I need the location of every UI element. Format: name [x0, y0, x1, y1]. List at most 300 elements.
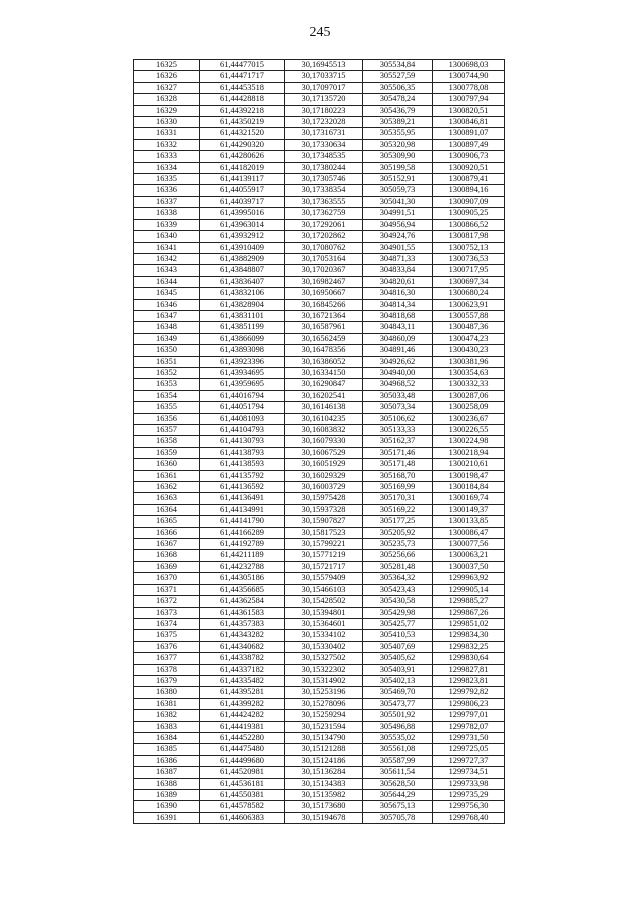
x-coordinate-cell: 304820,61	[363, 276, 433, 287]
y-coordinate-cell: 1299727,37	[433, 755, 505, 766]
longitude-cell: 30,15327502	[285, 653, 363, 664]
longitude-cell: 30,15278096	[285, 698, 363, 709]
table-row	[134, 698, 505, 709]
point-number-cell: 16341	[134, 242, 200, 253]
y-coordinate-cell: 1300744,90	[433, 71, 505, 82]
latitude-cell: 61,44335482	[200, 675, 285, 686]
latitude-cell: 61,44104793	[200, 425, 285, 436]
table-row	[134, 265, 505, 276]
y-coordinate-cell: 1300557,88	[433, 310, 505, 321]
table-row	[134, 253, 505, 264]
table-row	[134, 584, 505, 595]
longitude-cell: 30,16950667	[285, 288, 363, 299]
point-number-cell: 16378	[134, 664, 200, 675]
table-row	[134, 470, 505, 481]
latitude-cell: 61,44452280	[200, 732, 285, 743]
latitude-cell: 61,44305186	[200, 573, 285, 584]
latitude-cell: 61,43836407	[200, 276, 285, 287]
point-number-cell: 16345	[134, 288, 200, 299]
x-coordinate-cell: 305169,99	[363, 482, 433, 493]
y-coordinate-cell: 1300210,61	[433, 459, 505, 470]
table-row	[134, 721, 505, 732]
latitude-cell: 61,44578582	[200, 801, 285, 812]
latitude-cell: 61,44136592	[200, 482, 285, 493]
y-coordinate-cell: 1300354,63	[433, 367, 505, 378]
y-coordinate-cell: 1299885,27	[433, 596, 505, 607]
point-number-cell: 16372	[134, 596, 200, 607]
point-number-cell: 16384	[134, 732, 200, 743]
x-coordinate-cell: 305561,08	[363, 744, 433, 755]
x-coordinate-cell: 305473,77	[363, 698, 433, 709]
point-number-cell: 16366	[134, 527, 200, 538]
x-coordinate-cell: 305177,25	[363, 516, 433, 527]
point-number-cell: 16333	[134, 151, 200, 162]
point-number-cell: 16374	[134, 618, 200, 629]
latitude-cell: 61,44280626	[200, 151, 285, 162]
latitude-cell: 61,44453518	[200, 82, 285, 93]
table-row	[134, 573, 505, 584]
table-row	[134, 539, 505, 550]
longitude-cell: 30,16562459	[285, 333, 363, 344]
longitude-cell: 30,15334102	[285, 630, 363, 641]
y-coordinate-cell: 1300866,52	[433, 219, 505, 230]
x-coordinate-cell: 305407,69	[363, 641, 433, 652]
point-number-cell: 16351	[134, 356, 200, 367]
point-number-cell: 16350	[134, 345, 200, 356]
latitude-cell: 61,44136491	[200, 493, 285, 504]
point-number-cell: 16367	[134, 539, 200, 550]
table-row	[134, 413, 505, 424]
longitude-cell: 30,17363555	[285, 196, 363, 207]
y-coordinate-cell: 1299827,81	[433, 664, 505, 675]
x-coordinate-cell: 305199,58	[363, 162, 433, 173]
longitude-cell: 30,16202541	[285, 390, 363, 401]
point-number-cell: 16362	[134, 482, 200, 493]
x-coordinate-cell: 305389,21	[363, 117, 433, 128]
x-coordinate-cell: 305527,59	[363, 71, 433, 82]
table-row	[134, 550, 505, 561]
table-row	[134, 276, 505, 287]
y-coordinate-cell: 1300778,08	[433, 82, 505, 93]
table-row	[134, 675, 505, 686]
point-number-cell: 16339	[134, 219, 200, 230]
table-row	[134, 231, 505, 242]
latitude-cell: 61,44362584	[200, 596, 285, 607]
y-coordinate-cell: 1300817,98	[433, 231, 505, 242]
x-coordinate-cell: 305309,90	[363, 151, 433, 162]
latitude-cell: 61,43866099	[200, 333, 285, 344]
point-number-cell: 16340	[134, 231, 200, 242]
point-number-cell: 16357	[134, 425, 200, 436]
x-coordinate-cell: 305133,33	[363, 425, 433, 436]
x-coordinate-cell: 304814,34	[363, 299, 433, 310]
latitude-cell: 61,44141790	[200, 516, 285, 527]
latitude-cell: 61,44192789	[200, 539, 285, 550]
y-coordinate-cell: 1300797,94	[433, 94, 505, 105]
point-number-cell: 16370	[134, 573, 200, 584]
point-number-cell: 16371	[134, 584, 200, 595]
point-number-cell: 16352	[134, 367, 200, 378]
table-row	[134, 71, 505, 82]
longitude-cell: 30,15322302	[285, 664, 363, 675]
x-coordinate-cell: 305496,88	[363, 721, 433, 732]
table-row	[134, 333, 505, 344]
table-row	[134, 242, 505, 253]
latitude-cell: 61,44337182	[200, 664, 285, 675]
x-coordinate-cell: 305403,91	[363, 664, 433, 675]
y-coordinate-cell: 1300736,53	[433, 253, 505, 264]
longitude-cell: 30,15975428	[285, 493, 363, 504]
table-row	[134, 402, 505, 413]
point-number-cell: 16358	[134, 436, 200, 447]
table-row	[134, 139, 505, 150]
x-coordinate-cell: 305168,70	[363, 470, 433, 481]
longitude-cell: 30,17020367	[285, 265, 363, 276]
latitude-cell: 61,43882909	[200, 253, 285, 264]
x-coordinate-cell: 305405,62	[363, 653, 433, 664]
x-coordinate-cell: 305478,24	[363, 94, 433, 105]
point-number-cell: 16381	[134, 698, 200, 709]
y-coordinate-cell: 1299733,98	[433, 778, 505, 789]
longitude-cell: 30,15907827	[285, 516, 363, 527]
x-coordinate-cell: 305423,43	[363, 584, 433, 595]
table-row	[134, 105, 505, 116]
latitude-cell: 61,44520981	[200, 767, 285, 778]
point-number-cell: 16342	[134, 253, 200, 264]
point-number-cell: 16387	[134, 767, 200, 778]
x-coordinate-cell: 304926,62	[363, 356, 433, 367]
latitude-cell: 61,44166289	[200, 527, 285, 538]
table-row	[134, 516, 505, 527]
y-coordinate-cell: 1299830,64	[433, 653, 505, 664]
x-coordinate-cell: 305041,30	[363, 196, 433, 207]
table-row	[134, 219, 505, 230]
point-number-cell: 16380	[134, 687, 200, 698]
longitude-cell: 30,17362759	[285, 208, 363, 219]
longitude-cell: 30,16051929	[285, 459, 363, 470]
y-coordinate-cell: 1300063,21	[433, 550, 505, 561]
longitude-cell: 30,16845266	[285, 299, 363, 310]
y-coordinate-cell: 1300224,98	[433, 436, 505, 447]
table-row	[134, 561, 505, 572]
table-row	[134, 299, 505, 310]
point-number-cell: 16391	[134, 812, 200, 823]
latitude-cell: 61,44361583	[200, 607, 285, 618]
page-number: 245	[309, 25, 331, 40]
longitude-cell: 30,15259294	[285, 710, 363, 721]
latitude-cell: 61,44395281	[200, 687, 285, 698]
y-coordinate-cell: 1299792,82	[433, 687, 505, 698]
y-coordinate-cell: 1300226,55	[433, 425, 505, 436]
table-row	[134, 151, 505, 162]
longitude-cell: 30,17135720	[285, 94, 363, 105]
y-coordinate-cell: 1300133,85	[433, 516, 505, 527]
point-number-cell: 16354	[134, 390, 200, 401]
table-row	[134, 710, 505, 721]
longitude-cell: 30,16067529	[285, 447, 363, 458]
point-number-cell: 16346	[134, 299, 200, 310]
latitude-cell: 61,44139117	[200, 174, 285, 185]
point-number-cell: 16334	[134, 162, 200, 173]
x-coordinate-cell: 305169,22	[363, 504, 433, 515]
longitude-cell: 30,15364601	[285, 618, 363, 629]
longitude-cell: 30,15194678	[285, 812, 363, 823]
point-number-cell: 16363	[134, 493, 200, 504]
latitude-cell: 61,44138793	[200, 447, 285, 458]
latitude-cell: 61,44138593	[200, 459, 285, 470]
y-coordinate-cell: 1299735,29	[433, 790, 505, 801]
latitude-cell: 61,44428818	[200, 94, 285, 105]
x-coordinate-cell: 304968,52	[363, 379, 433, 390]
latitude-cell: 61,44232788	[200, 561, 285, 572]
latitude-cell: 61,44290320	[200, 139, 285, 150]
x-coordinate-cell: 304816,30	[363, 288, 433, 299]
latitude-cell: 61,44182019	[200, 162, 285, 173]
x-coordinate-cell: 305059,73	[363, 185, 433, 196]
longitude-cell: 30,15579409	[285, 573, 363, 584]
longitude-cell: 30,15330402	[285, 641, 363, 652]
table-row	[134, 459, 505, 470]
latitude-cell: 61,44343282	[200, 630, 285, 641]
x-coordinate-cell: 305535,02	[363, 732, 433, 743]
longitude-cell: 30,16083832	[285, 425, 363, 436]
y-coordinate-cell: 1300891,07	[433, 128, 505, 139]
latitude-cell: 61,44130793	[200, 436, 285, 447]
y-coordinate-cell: 1299734,51	[433, 767, 505, 778]
y-coordinate-cell: 1299823,81	[433, 675, 505, 686]
point-number-cell: 16332	[134, 139, 200, 150]
latitude-cell: 61,43832106	[200, 288, 285, 299]
longitude-cell: 30,15314902	[285, 675, 363, 686]
y-coordinate-cell: 1300430,23	[433, 345, 505, 356]
latitude-cell: 61,44081093	[200, 413, 285, 424]
table-row	[134, 162, 505, 173]
latitude-cell: 61,43851199	[200, 322, 285, 333]
point-number-cell: 16329	[134, 105, 200, 116]
point-number-cell: 16330	[134, 117, 200, 128]
table-row	[134, 345, 505, 356]
table-row	[134, 755, 505, 766]
y-coordinate-cell: 1300487,36	[433, 322, 505, 333]
y-coordinate-cell: 1300752,13	[433, 242, 505, 253]
y-coordinate-cell: 1300198,47	[433, 470, 505, 481]
longitude-cell: 30,15799221	[285, 539, 363, 550]
y-coordinate-cell: 1300879,41	[433, 174, 505, 185]
y-coordinate-cell: 1300905,25	[433, 208, 505, 219]
x-coordinate-cell: 305152,91	[363, 174, 433, 185]
longitude-cell: 30,17202862	[285, 231, 363, 242]
latitude-cell: 61,44550381	[200, 790, 285, 801]
y-coordinate-cell: 1300169,74	[433, 493, 505, 504]
latitude-cell: 61,44536181	[200, 778, 285, 789]
longitude-cell: 30,15466103	[285, 584, 363, 595]
latitude-cell: 61,44135792	[200, 470, 285, 481]
point-number-cell: 16383	[134, 721, 200, 732]
y-coordinate-cell: 1300086,47	[433, 527, 505, 538]
point-number-cell: 16328	[134, 94, 200, 105]
y-coordinate-cell: 1299963,92	[433, 573, 505, 584]
point-number-cell: 16325	[134, 60, 200, 71]
point-number-cell: 16355	[134, 402, 200, 413]
longitude-cell: 30,16721364	[285, 310, 363, 321]
table-row	[134, 436, 505, 447]
point-number-cell: 16349	[134, 333, 200, 344]
point-number-cell: 16361	[134, 470, 200, 481]
latitude-cell: 61,43963014	[200, 219, 285, 230]
y-coordinate-cell: 1300697,34	[433, 276, 505, 287]
longitude-cell: 30,16029329	[285, 470, 363, 481]
y-coordinate-cell: 1299806,23	[433, 698, 505, 709]
latitude-cell: 61,44039717	[200, 196, 285, 207]
y-coordinate-cell: 1300287,06	[433, 390, 505, 401]
point-number-cell: 16338	[134, 208, 200, 219]
y-coordinate-cell: 1300474,23	[433, 333, 505, 344]
coordinates-table	[133, 59, 505, 824]
latitude-cell: 61,44211189	[200, 550, 285, 561]
point-number-cell: 16375	[134, 630, 200, 641]
x-coordinate-cell: 305106,62	[363, 413, 433, 424]
latitude-cell: 61,43893098	[200, 345, 285, 356]
x-coordinate-cell: 305410,53	[363, 630, 433, 641]
table-row	[134, 322, 505, 333]
x-coordinate-cell: 304940,00	[363, 367, 433, 378]
longitude-cell: 30,15253196	[285, 687, 363, 698]
latitude-cell: 61,44338782	[200, 653, 285, 664]
latitude-cell: 61,44475480	[200, 744, 285, 755]
y-coordinate-cell: 1300077,56	[433, 539, 505, 550]
x-coordinate-cell: 305534,84	[363, 60, 433, 71]
table-row	[134, 630, 505, 641]
point-number-cell: 16360	[134, 459, 200, 470]
longitude-cell: 30,15135982	[285, 790, 363, 801]
longitude-cell: 30,17292061	[285, 219, 363, 230]
point-number-cell: 16359	[134, 447, 200, 458]
x-coordinate-cell: 305235,73	[363, 539, 433, 550]
longitude-cell: 30,17097017	[285, 82, 363, 93]
longitude-cell: 30,17180223	[285, 105, 363, 116]
y-coordinate-cell: 1299756,30	[433, 801, 505, 812]
y-coordinate-cell: 1300332,33	[433, 379, 505, 390]
longitude-cell: 30,17033715	[285, 71, 363, 82]
table-row	[134, 790, 505, 801]
table-row	[134, 390, 505, 401]
y-coordinate-cell: 1299782,07	[433, 721, 505, 732]
table-row	[134, 185, 505, 196]
longitude-cell: 30,15121288	[285, 744, 363, 755]
x-coordinate-cell: 305205,92	[363, 527, 433, 538]
table-row	[134, 174, 505, 185]
longitude-cell: 30,16003729	[285, 482, 363, 493]
x-coordinate-cell: 305587,99	[363, 755, 433, 766]
x-coordinate-cell: 305073,34	[363, 402, 433, 413]
latitude-cell: 61,44350219	[200, 117, 285, 128]
point-number-cell: 16327	[134, 82, 200, 93]
table-row	[134, 117, 505, 128]
longitude-cell: 30,16334150	[285, 367, 363, 378]
latitude-cell: 61,43848807	[200, 265, 285, 276]
x-coordinate-cell: 304901,55	[363, 242, 433, 253]
y-coordinate-cell: 1299731,50	[433, 732, 505, 743]
point-number-cell: 16369	[134, 561, 200, 572]
point-number-cell: 16376	[134, 641, 200, 652]
point-number-cell: 16364	[134, 504, 200, 515]
point-number-cell: 16336	[134, 185, 200, 196]
x-coordinate-cell: 305162,37	[363, 436, 433, 447]
x-coordinate-cell: 304956,94	[363, 219, 433, 230]
point-number-cell: 16379	[134, 675, 200, 686]
x-coordinate-cell: 305170,31	[363, 493, 433, 504]
y-coordinate-cell: 1299768,40	[433, 812, 505, 823]
latitude-cell: 61,44392218	[200, 105, 285, 116]
x-coordinate-cell: 305628,50	[363, 778, 433, 789]
longitude-cell: 30,17080762	[285, 242, 363, 253]
latitude-cell: 61,44399282	[200, 698, 285, 709]
longitude-cell: 30,15721717	[285, 561, 363, 572]
table-row	[134, 82, 505, 93]
x-coordinate-cell: 304818,68	[363, 310, 433, 321]
x-coordinate-cell: 304924,76	[363, 231, 433, 242]
longitude-cell: 30,16982467	[285, 276, 363, 287]
table-row	[134, 778, 505, 789]
latitude-cell: 61,44051794	[200, 402, 285, 413]
longitude-cell: 30,15428502	[285, 596, 363, 607]
table-row	[134, 128, 505, 139]
table-row	[134, 482, 505, 493]
x-coordinate-cell: 304843,11	[363, 322, 433, 333]
y-coordinate-cell: 1300258,09	[433, 402, 505, 413]
y-coordinate-cell: 1299867,26	[433, 607, 505, 618]
longitude-cell: 30,15937328	[285, 504, 363, 515]
point-number-cell: 16365	[134, 516, 200, 527]
longitude-cell: 30,15136284	[285, 767, 363, 778]
x-coordinate-cell: 304891,46	[363, 345, 433, 356]
point-number-cell: 16343	[134, 265, 200, 276]
longitude-cell: 30,15394801	[285, 607, 363, 618]
x-coordinate-cell: 305429,98	[363, 607, 433, 618]
longitude-cell: 30,17380244	[285, 162, 363, 173]
table-row	[134, 94, 505, 105]
y-coordinate-cell: 1300236,67	[433, 413, 505, 424]
longitude-cell: 30,15173680	[285, 801, 363, 812]
longitude-cell: 30,17338354	[285, 185, 363, 196]
point-number-cell: 16382	[134, 710, 200, 721]
latitude-cell: 61,44340682	[200, 641, 285, 652]
y-coordinate-cell: 1300897,49	[433, 139, 505, 150]
y-coordinate-cell: 1299905,14	[433, 584, 505, 595]
table-row	[134, 801, 505, 812]
latitude-cell: 61,44499680	[200, 755, 285, 766]
y-coordinate-cell: 1300717,95	[433, 265, 505, 276]
latitude-cell: 61,44055917	[200, 185, 285, 196]
longitude-cell: 30,15134383	[285, 778, 363, 789]
x-coordinate-cell: 305675,13	[363, 801, 433, 812]
table-row	[134, 812, 505, 823]
longitude-cell: 30,16945513	[285, 60, 363, 71]
longitude-cell: 30,15231594	[285, 721, 363, 732]
table-row	[134, 664, 505, 675]
table-row	[134, 208, 505, 219]
table-row	[134, 196, 505, 207]
y-coordinate-cell: 1299725,05	[433, 744, 505, 755]
longitude-cell: 30,16478356	[285, 345, 363, 356]
x-coordinate-cell: 305171,46	[363, 447, 433, 458]
longitude-cell: 30,17348535	[285, 151, 363, 162]
latitude-cell: 61,44321520	[200, 128, 285, 139]
longitude-cell: 30,16104235	[285, 413, 363, 424]
longitude-cell: 30,16386052	[285, 356, 363, 367]
point-number-cell: 16335	[134, 174, 200, 185]
x-coordinate-cell: 305425,77	[363, 618, 433, 629]
